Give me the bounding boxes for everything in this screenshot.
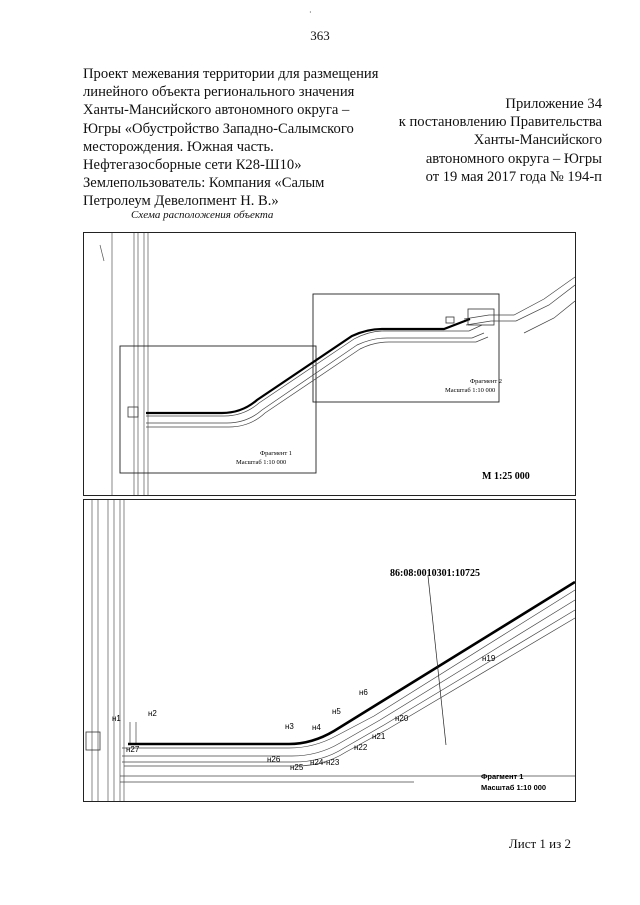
point-label: н3 xyxy=(285,722,294,731)
sheet-label: Лист 1 из 2 xyxy=(508,836,571,851)
overview-map-drawing xyxy=(84,233,575,495)
page-number: 363 xyxy=(310,28,330,43)
overview-scale: М 1:25 000 xyxy=(482,471,530,482)
detail-map-drawing xyxy=(84,500,575,801)
point-label: н4 xyxy=(312,723,321,732)
fragment1-scale: Масштаб 1:10 000 xyxy=(236,459,287,466)
detail-fragment-title: Фрагмент 1 xyxy=(481,772,524,781)
scan-mark: · xyxy=(309,8,312,17)
overview-map xyxy=(83,232,576,496)
project-title-line: линейного объекта регионального значения xyxy=(83,84,355,101)
fragment2-title: Фрагмент 2 xyxy=(470,378,503,385)
appendix-line: к постановлению Правительства xyxy=(398,114,602,131)
project-title-line: Югры «Обустройство Западно-Салымского xyxy=(83,120,354,137)
detail-fragment-scale: Масштаб 1:10 000 xyxy=(481,783,547,792)
appendix-line: Ханты-Мансийского xyxy=(473,132,602,149)
point-label: н26 xyxy=(267,755,281,764)
point-label: н6 xyxy=(359,688,368,697)
point-label: н27 xyxy=(126,745,140,754)
project-title-line: Землепользователь: Компания «Салым xyxy=(83,175,325,192)
point-label: н19 xyxy=(482,654,496,663)
point-label: н20 xyxy=(395,714,409,723)
detail-map xyxy=(83,499,576,802)
fragment1-title: Фрагмент 1 xyxy=(260,450,293,457)
appendix-line: от 19 мая 2017 года № 194-п xyxy=(425,168,602,185)
point-label: н21 xyxy=(372,732,386,741)
appendix-line: Приложение 34 xyxy=(505,96,602,112)
project-title-line: Ханты-Мансийского автономного округа – xyxy=(83,102,350,119)
fragment2-scale: Масштаб 1:10 000 xyxy=(445,387,496,394)
parcel-id: 86:08:0010301:10725 xyxy=(390,568,480,579)
schema-caption: Схема расположения объекта xyxy=(131,209,274,221)
project-title-line: месторождения. Южная часть. xyxy=(83,138,274,155)
point-label: н2 xyxy=(148,709,157,718)
project-title-line: Петролеум Девелопмент Н. В.» xyxy=(83,193,279,210)
point-label: н1 xyxy=(112,714,121,723)
project-title-line: Проект межевания территории для размещения xyxy=(83,66,379,82)
appendix-header xyxy=(342,95,602,186)
point-label: н5 xyxy=(332,707,341,716)
point-label: н25 xyxy=(290,763,304,772)
point-label: н24-н23 xyxy=(310,758,340,767)
point-label: н22 xyxy=(354,743,368,752)
appendix-line: автономного округа – Югры xyxy=(425,150,602,167)
project-title-line: Нефтегазосборные сети К28-Ш10» xyxy=(83,157,302,174)
